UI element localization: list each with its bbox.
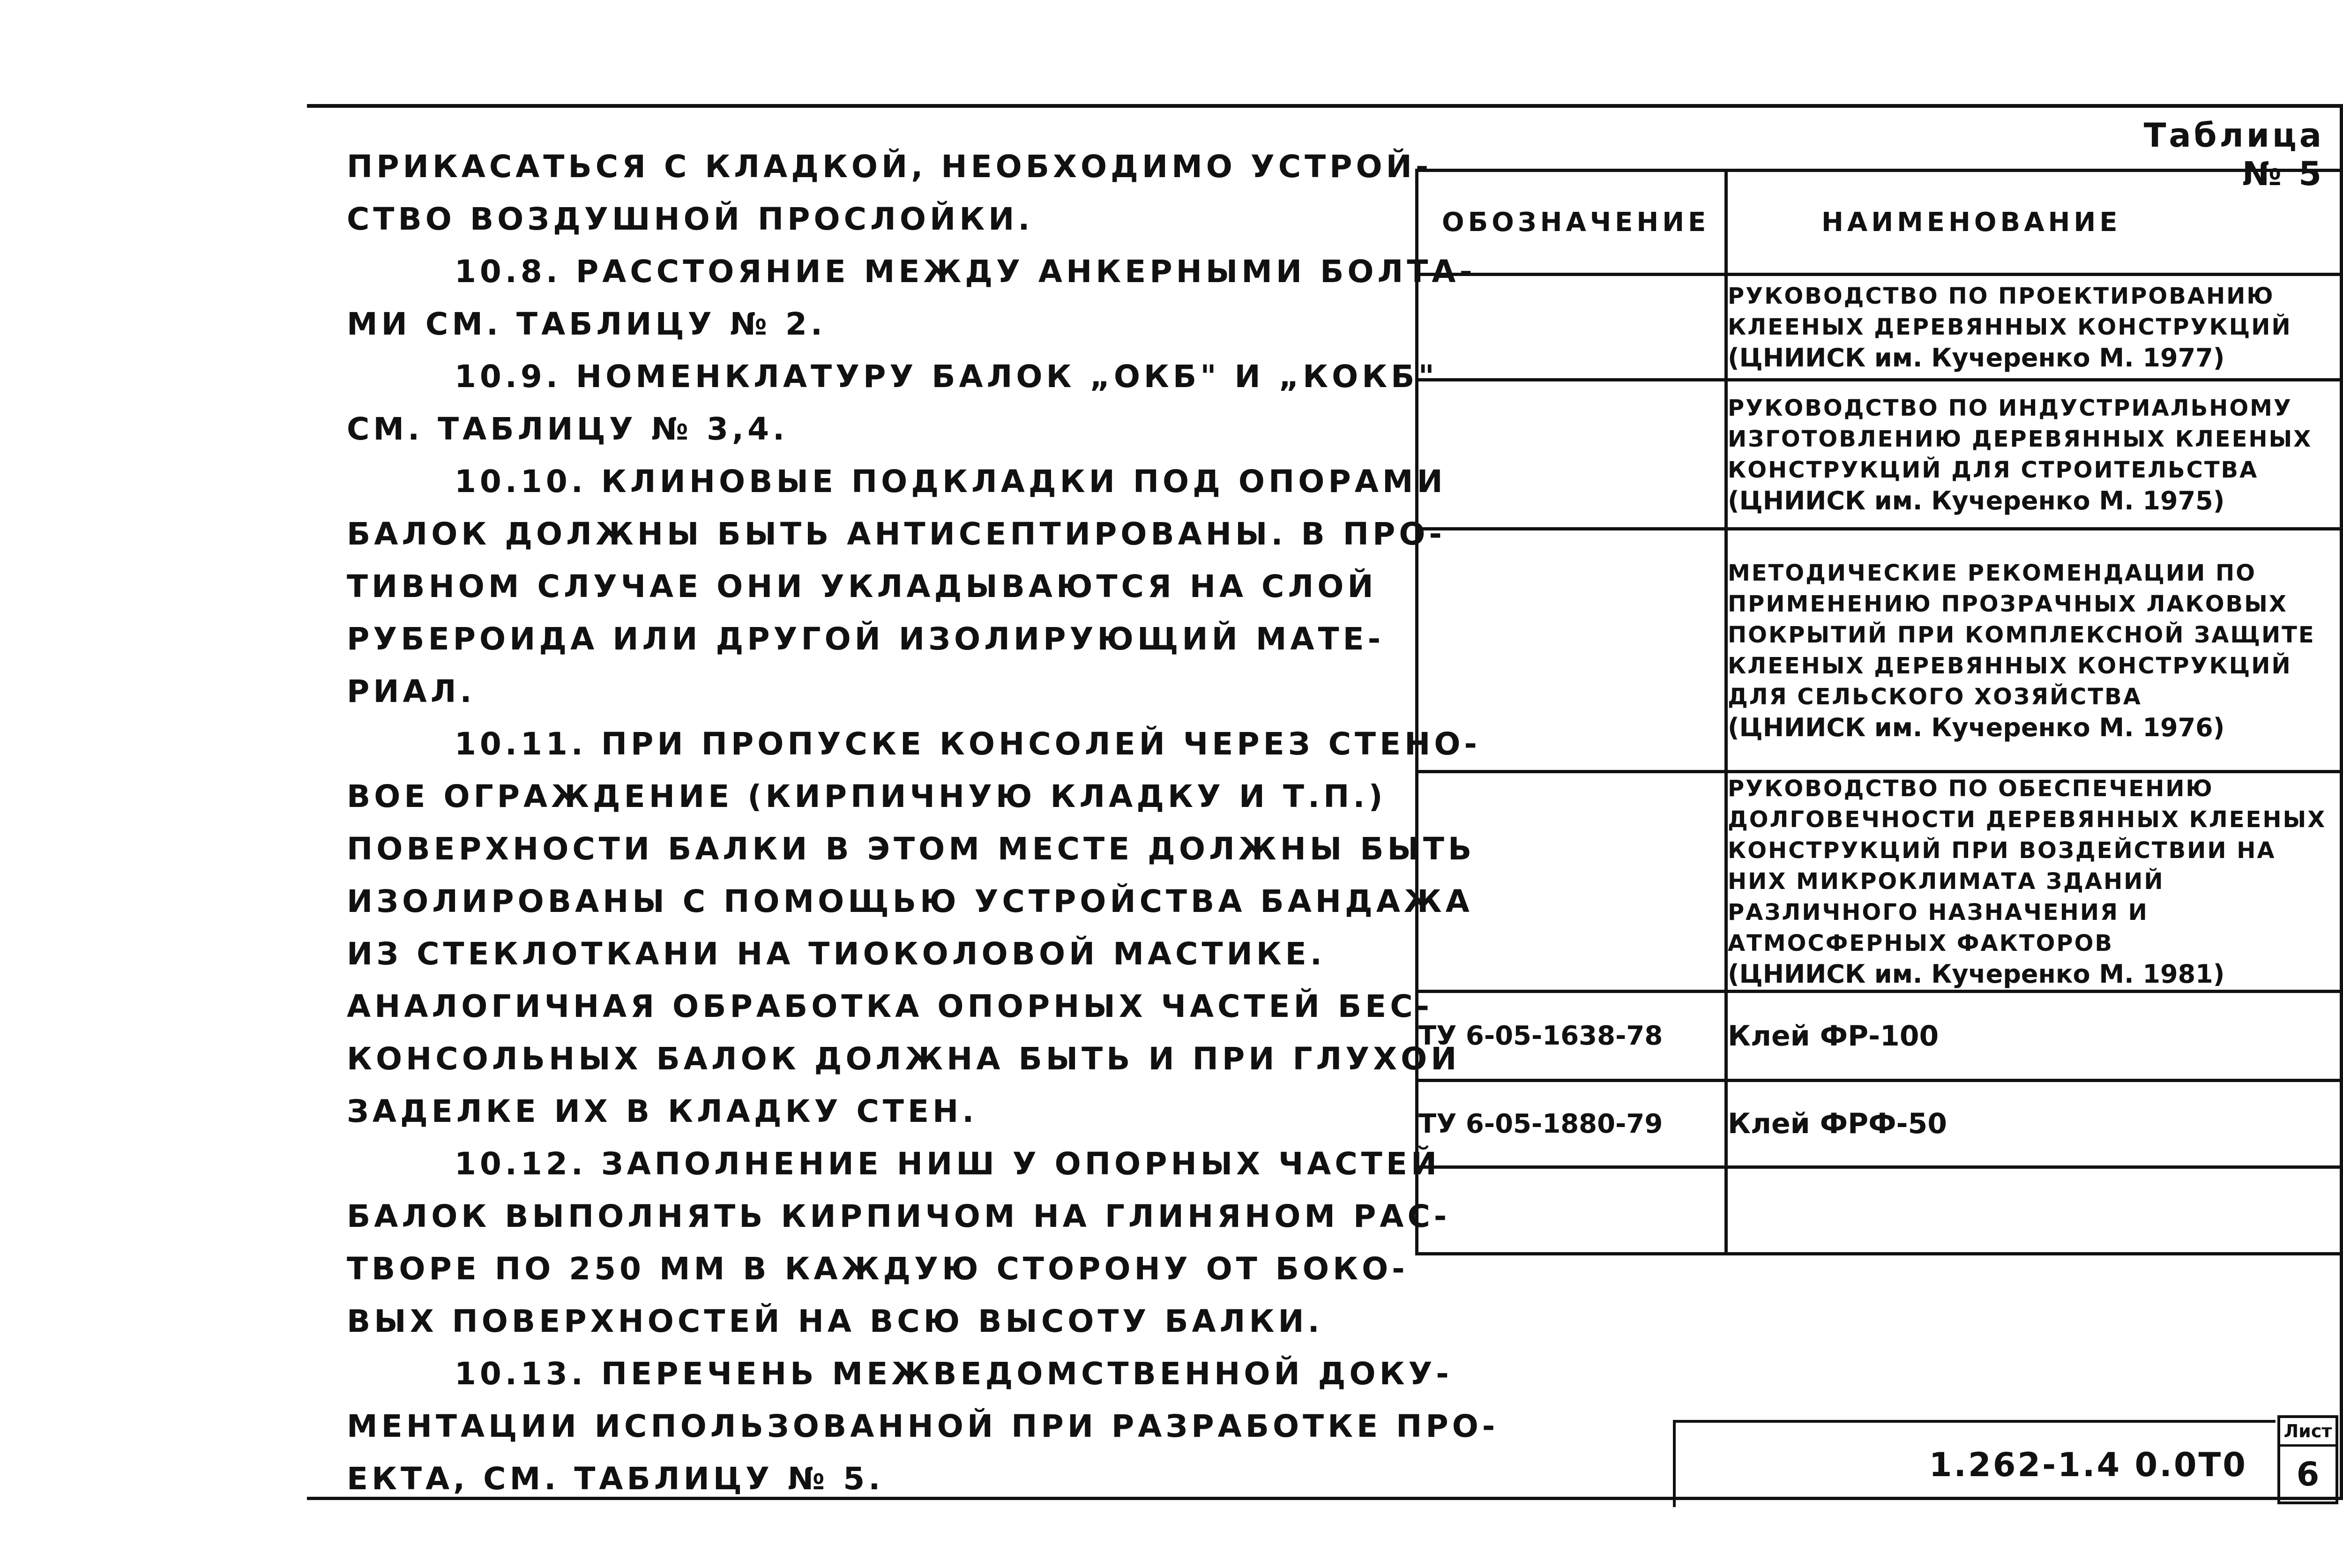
document-title: РУКОВОДСТВО ПО ИНДУСТРИАЛЬНОМУ ИЗГОТОВЛЕНИЮ ДЕРЕВЯННЫХ КЛЕЕНЫХ КОНСТРУКЦИЙ ДЛЯ СТРОИТЕЛЬСТВА: [1728, 395, 2313, 483]
text-line: БАЛОК ДОЛЖНЫ БЫТЬ АНТИСЕПТИРОВАНЫ. В ПРО-: [347, 516, 1446, 552]
text-line: ТИВНОМ СЛУЧАЕ ОНИ УКЛАДЫВАЮТСЯ НА СЛОЙ: [347, 568, 1377, 605]
row-code: [1417, 275, 1726, 380]
text-line: ПОВЕРХНОСТИ БАЛКИ В ЭТОМ МЕСТЕ ДОЛЖНЫ БЫТЬ: [347, 831, 1476, 867]
row-name: [1726, 772, 2343, 992]
row-name: [1726, 275, 2343, 380]
text-line: РУБЕРОИДА ИЛИ ДРУГОЙ ИЗОЛИРУЮЩИЙ МАТЕ-: [347, 621, 1385, 657]
row-code: [1417, 1167, 1726, 1254]
text-line: МИ СМ. ТАБЛИЦУ № 2.: [347, 306, 826, 342]
text-line: БАЛОК ВЫПОЛНЯТЬ КИРПИЧОМ НА ГЛИНЯНОМ РАС-: [347, 1198, 1451, 1234]
document-title: РУКОВОДСТВО ПО ОБЕСПЕЧЕНИЮ ДОЛГОВЕЧНОСТИ ДЕРЕВЯННЫХ КЛЕЕНЫХ КОНСТРУКЦИЙ ПРИ ВОЗДЕЙСТВИИ НА НИХ МИКРОКЛИМАТА ЗДАНИЙ РАЗЛИЧНОГО НАЗНАЧЕНИЯ И АТМОСФЕРНЫХ ФАКТОРОВ: [1728, 776, 2327, 956]
row-name: Клей ФРФ-50: [1726, 1081, 2343, 1167]
sheet-number: 6: [2296, 1455, 2320, 1493]
document-org: (ЦНИИСК им. Кучеренко М. 1976): [1728, 712, 2225, 742]
text-line: КОНСОЛЬНЫХ БАЛОК ДОЛЖНА БЫТЬ И ПРИ ГЛУХОЙ: [347, 1041, 1461, 1077]
text-line: ЗАДЕЛКЕ ИХ В КЛАДКУ СТЕН.: [347, 1093, 978, 1129]
document-org: (ЦНИИСК им. Кучеренко М. 1981): [1728, 959, 2225, 989]
table-row: [1417, 1167, 2343, 1254]
section-10-9: 10.9. НОМЕНКЛАТУРУ БАЛОК „ОКБ" И „КОКБ": [455, 358, 1438, 395]
section-10-12: 10.12. ЗАПОЛНЕНИЕ НИШ У ОПОРНЫХ ЧАСТЕЙ: [455, 1146, 1441, 1182]
table-row: [1417, 275, 2343, 380]
document-code: 1.262-1.4 0.0Т0: [1929, 1446, 2247, 1484]
text-line: ЕКТА, СМ. ТАБЛИЦУ № 5.: [347, 1461, 884, 1497]
row-code: ТУ 6-05-1638-78: [1417, 992, 1726, 1081]
table-row: [1417, 529, 2343, 772]
section-10-8: 10.8. РАССТОЯНИЕ МЕЖДУ АНКЕРНЫМИ БОЛТА-: [455, 254, 1476, 290]
table-row: [1417, 992, 2343, 1081]
title-block: [1673, 1420, 2276, 1507]
row-code: ТУ 6-05-1880-79: [1417, 1081, 1726, 1167]
document-org: (ЦНИИСК им. Кучеренко М. 1975): [1728, 485, 2225, 515]
body-text: [347, 141, 1499, 1505]
row-name: [1726, 1167, 2343, 1254]
text-line: ПРИКАСАТЬСЯ С КЛАДКОЙ, НЕОБХОДИМО УСТРОЙ-: [347, 149, 1433, 185]
row-name: [1726, 529, 2343, 772]
text-line: ИЗ СТЕКЛОТКАНИ НА ТИОКОЛОВОЙ МАСТИКЕ.: [347, 936, 1326, 972]
row-code: [1417, 772, 1726, 992]
row-name: [1726, 380, 2343, 529]
top-frame-rule: [307, 104, 2343, 108]
text-line: СТВО ВОЗДУШНОЙ ПРОСЛОЙКИ.: [347, 201, 1034, 237]
document-title: МЕТОДИЧЕСКИЕ РЕКОМЕНДАЦИИ ПО ПРИМЕНЕНИЮ ПРОЗРАЧНЫХ ЛАКОВЫХ ПОКРЫТИЙ ПРИ КОМПЛЕКСНОЙ ЗАЩИТЕ КЛЕЕНЫХ ДЕРЕВЯННЫХ КОНСТРУКЦИЙ ДЛЯ СЕЛЬСКОГО ХОЗЯЙСТВА: [1728, 560, 2315, 710]
table-caption: Таблица № 5: [2143, 116, 2324, 193]
text-line: АНАЛОГИЧНАЯ ОБРАБОТКА ОПОРНЫХ ЧАСТЕЙ БЕС-: [347, 988, 1433, 1024]
column-header-name: НАИМЕНОВАНИЕ: [1726, 171, 2343, 275]
text-line: РИАЛ.: [347, 673, 476, 709]
row-name: Клей ФР-100: [1726, 992, 2343, 1081]
text-line: ВЫХ ПОВЕРХНОСТЕЙ НА ВСЮ ВЫСОТУ БАЛКИ.: [347, 1303, 1323, 1339]
column-header-designation: ОБОЗНАЧЕНИЕ: [1417, 171, 1726, 275]
text-line: ВОЕ ОГРАЖДЕНИЕ (КИРПИЧНУЮ КЛАДКУ И Т.П.): [347, 778, 1387, 814]
reference-table: [1415, 169, 2343, 1255]
sheet-box: [2277, 1415, 2338, 1504]
section-10-11: 10.11. ПРИ ПРОПУСКЕ КОНСОЛЕЙ ЧЕРЕЗ СТЕНО-: [455, 726, 1481, 762]
text-line: ТВОРЕ ПО 250 ММ В КАЖДУЮ СТОРОНУ ОТ БОКО-: [347, 1251, 1409, 1287]
table-header-row: [1417, 171, 2343, 275]
section-10-10: 10.10. КЛИНОВЫЕ ПОДКЛАДКИ ПОД ОПОРАМИ: [455, 463, 1447, 500]
text-line: СМ. ТАБЛИЦУ № 3,4.: [347, 411, 789, 447]
section-10-13: 10.13. ПЕРЕЧЕНЬ МЕЖВЕДОМСТВЕННОЙ ДОКУ-: [455, 1356, 1453, 1392]
sheet-label: Лист: [2280, 1418, 2336, 1447]
document-title: РУКОВОДСТВО ПО ПРОЕКТИРОВАНИЮ КЛЕЕНЫХ ДЕРЕВЯННЫХ КОНСТРУКЦИЙ: [1728, 283, 2292, 340]
text-line: МЕНТАЦИИ ИСПОЛЬЗОВАННОЙ ПРИ РАЗРАБОТКЕ ПРО-: [347, 1408, 1499, 1444]
table-row: [1417, 380, 2343, 529]
table-row: [1417, 1081, 2343, 1167]
document-org: (ЦНИИСК им. Кучеренко М. 1977): [1728, 343, 2225, 373]
table-row: [1417, 772, 2343, 992]
row-code: [1417, 380, 1726, 529]
text-line: ИЗОЛИРОВАНЫ С ПОМОЩЬЮ УСТРОЙСТВА БАНДАЖА: [347, 883, 1473, 919]
row-code: [1417, 529, 1726, 772]
